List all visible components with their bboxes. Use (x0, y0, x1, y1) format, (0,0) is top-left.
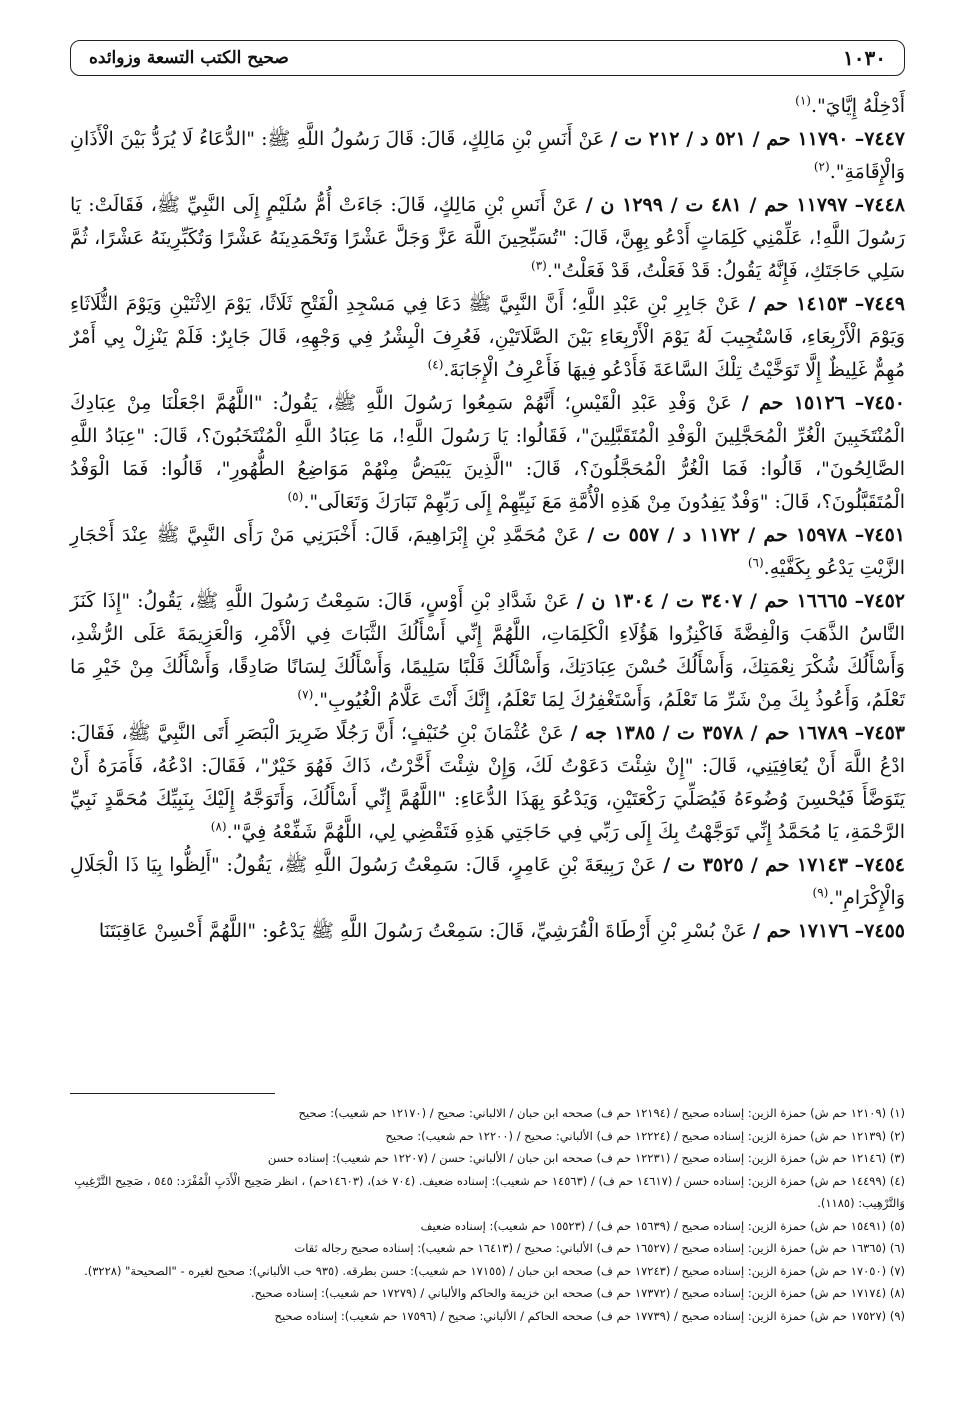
hadith-number: ٧٤٤٧– (854, 128, 906, 150)
hadith-text: عَنْ شَدَّادِ بْنِ أَوْسٍ، قَالَ: سَمِعْتُ رَسُولَ اللَّهِ ﷺ، يَقُولُ: "إِذَا كَنَزَ النَّاسُ الذَّهَبَ وَالْفِضَّةَ فَاكْنِزُوا هَؤُلَاءِ الْكَلِمَاتِ، اللَّهُمَّ إِنِّي أَسْأَلُكَ الثَّبَاتَ فِي الْأَمْرِ، وَالْعَزِيمَةَ عَلَى الرُّشْدِ، وَأَسْأَلُكَ شُكْرَ نِعْمَتِكَ، وَأَسْأَلُكَ حُسْنَ عِبَادَتِكَ، وَأَسْأَلُكَ قَلْبًا سَلِيمًا، وَأَسْأَلُكَ لِسَانًا صَادِقًا، وَأَسْأَلُكَ مِنْ خَيْرِ مَا تَعْلَمُ، وَأَعُوذُ بِكَ مِنْ شَرِّ مَا تَعْلَمُ، وَأَسْتَغْفِرُكَ لِمَا تَعْلَمُ، إِنَّكَ أَنْتَ عَلَّامُ الْغُيُوبِ". (70, 590, 905, 711)
footnote: (٢) (١٢١٣٩ حم ش) حمزة الزين: إسناده صحيح / (١٢٢٢٤ حم ف) الألباني: صحيح / (١٢٢٠٠ حم شعيب): صحيح (385, 1128, 905, 1143)
footnote: (٤) (١٤٤٩٩ حم ش) حمزة الزين: إسناده حسن / (١٤٦١٧ حم ف) / (١٤٥٦٣ حم شعيب): إسناده ضعيف. (٧٠٤ خد)، (١٤٦٠٣حم) ، انظر صَحِيح الْأَدَبِ الْمُفْرَد: ٥٤٥ ، صَحِيح التَّرْغِيبِ وَالتَّرْهِيب: (١١٨٥). (74, 1173, 905, 1210)
hadith-references: ١٥٩٧٨ حم / ١١٧٢ د / ٥٥٧ ت / (587, 524, 848, 546)
hadith-text: عَنْ بُسْرِ بْنِ أَرْطَاةَ الْقُرَشِيِّ، قَالَ: سَمِعْتُ رَسُولَ اللَّهِ ﷺ يَدْعُو: "اللَّهُمَّ أَحْسِنْ عَاقِبَتَنَا (98, 920, 747, 942)
hadith-number: ٧٤٥٣– (854, 722, 905, 744)
footnote-marker: (٣) (531, 258, 547, 273)
footnote-marker: (٢) (813, 159, 830, 174)
hadith-references: ١١٧٩٧ حم / ٤٨١ ت / ١٢٩٩ ن / (585, 194, 848, 216)
hadith-text: عَنْ مُحَمَّدِ بْنِ إِبْرَاهِيمَ، قَالَ: أَخْبَرَنِي مَنْ رَأَى النَّبِيَّ ﷺ عِنْدَ أَحْجَارِ الزَّيْتِ يَدْعُو بِكَفَّيْهِ. (70, 524, 905, 579)
hadith-entry (70, 387, 905, 519)
hadith-references: ١٧١٧٦ حم / (753, 920, 849, 942)
hadith-entry (70, 519, 905, 585)
page (70, 40, 906, 1323)
footnote-marker: (٩) (812, 885, 829, 900)
hadith-entry (70, 585, 905, 717)
footnote-marker: (٧) (297, 687, 314, 702)
hadith-number: ٧٤٤٩– (854, 293, 906, 315)
footnote-marker: (٤) (427, 357, 444, 372)
hadith-entry (70, 288, 905, 387)
hadith-references: ١٦٦٦٥ حم / ٣٤٠٧ ت / ١٣٠٤ ن / (576, 590, 848, 612)
footnote: (٩) (١٧٥٢٧ حم ش) حمزة الزين: إسناده صحيح / (١٧٧٣٩ حم ف) صححه الحاكم / الألباني: صحيح / (١٧٥٩٦ حم شعيب): إسناده صحيح (274, 1308, 905, 1323)
hadith-number: ٧٤٥٥– (854, 920, 905, 942)
footnote-marker: (٦) (747, 555, 764, 570)
hadith-references: ١٤١٥٣ حم / (748, 293, 848, 315)
hadith-entry (70, 123, 905, 189)
hadith-text: عَنْ رَبِيعَةَ بْنِ عَامِرٍ، قَالَ: سَمِعْتُ رَسُولَ اللَّهِ ﷺ، يَقُولُ: "أَلِظُّوا بِيَا ذَا الْجَلَالِ وَالْإِكْرَامِ". (70, 854, 905, 909)
hadith-entry (70, 915, 905, 948)
hadith-text: عَنْ أَنَسِ بْنِ مَالِكٍ، قَالَ: قَالَ رَسُولُ اللَّهِ ﷺ: "الدُّعَاءُ لَا يُرَدُّ بَيْنَ الْأَذَانِ وَالْإِقَامَةِ". (70, 128, 905, 183)
hadith-references: ١١٧٩٠ حم / ٥٢١ د / ٢١٢ ت / (610, 128, 849, 150)
hadith-text: عَنْ جَابِرِ بْنِ عَبْدِ اللَّهِ؛ أَنَّ النَّبِيَّ ﷺ دَعَا فِي مَسْجِدِ الْفَتْحِ ثَلَاثًا، يَوْمَ الِاثْنَيْنِ وَيَوْمَ الثُّلَاثَاءِ وَيَوْمَ الْأَرْبِعَاءِ، فَاسْتُجِيبَ لَهُ يَوْمَ الْأَرْبِعَاءِ بَيْنَ الصَّلَاتَيْنِ، فَعُرِفَ الْبِشْرُ فِي وَجْهِهِ، قَالَ جَابِرٌ: فَلَمْ يَنْزِلْ بِي أَمْرٌ مُهِمٌّ غَلِيظٌ إِلَّا تَوَخَّيْتُ تِلْكَ السَّاعَةَ فَأَدْعُو فِيهَا فَأَعْرِفُ الْإِجَابَةَ. (70, 293, 905, 381)
hadith-number: ٧٤٤٨– (854, 194, 905, 216)
hadith-references: ١٦٧٨٩ حم / ٣٥٧٨ ت / ١٣٨٥ جه / (570, 722, 848, 744)
hadith-text: عَنْ أَنَسِ بْنِ مَالِكٍ، قَالَ: جَاءَتْ أُمُّ سُلَيْمٍ إِلَى النَّبِيِّ ﷺ، فَقَالَتْ: يَا رَسُولَ اللَّهِ!، عَلِّمْنِي كَلِمَاتٍ أَدْعُو بِهِنَّ، قَالَ: "تُسَبِّحِينَ اللَّهَ عَزَّ وَجَلَّ عَشْرًا وَتَحْمَدِينَهُ عَشْرًا وَتُكَبِّرِينَهُ عَشْرًا، ثُمَّ سَلِي حَاجَتَكِ، فَإِنَّهُ يَقُولُ: قَدْ فَعَلْتُ، قَدْ فَعَلْتُ". (70, 194, 905, 282)
footnote-marker: (٥) (287, 489, 304, 504)
continuation-text: أَدْخِلْهُ إِيَّايَ". (810, 95, 905, 117)
footnote: (٦) (١٦٣٦٥ حم ش) حمزة الزين: إسناده صحيح / (١٦٥٢٧ حم ف) الألباني: صحيح / (١٦٤١٣ حم شعيب): إسناده صحيح رجاله ثقات (294, 1241, 905, 1255)
hadith-text: عَنْ وَفْدِ عَبْدِ الْقَيْسِ؛ أَنَّهُمْ سَمِعُوا رَسُولَ اللَّهِ ﷺ، يَقُولُ: "اللَّهُمَّ اجْعَلْنَا مِنْ عِبَادِكَ الْمُنْتَخَبِينَ الْغُرِّ الْمُحَجَّلِينَ الْوَفْدِ الْمُتَقَبَّلِينَ"، فَقَالُوا: يَا رَسُولَ اللَّهِ!، مَا عِبَادُ اللَّهِ الْمُنْتَخَبُونَ؟، قَالَ: "عِبَادُ اللَّهِ الصَّالِحُونَ"، قَالُوا: فَمَا الْغُرُّ الْمُحَجَّلُونَ؟، قَالَ: "الَّذِينَ يَبْيَضُّ مِنْهُمْ مَوَاضِعُ الطُّهُورِ"، قَالُوا: فَمَا الْوَفْدُ الْمُتَقَبَّلُونَ؟، قَالَ: "وَفْدٌ يَفِدُونَ مِنْ هَذِهِ الْأُمَّةِ مَعَ نَبِيِّهِمْ إِلَى رَبِّهِمْ تَبَارَكَ وَتَعَالَى". (70, 392, 905, 513)
footnote: (٣) (١٢١٤٦ حم ش) حمزة الزين: إسناده صحيح / (١٢٢٣١ حم ف) صححه ابن حبان / الألباني: حسن / (١٢٢٠٧ حم شعيب): إسناده حسن (267, 1151, 905, 1165)
hadith-number: ٧٤٥٢– (854, 590, 905, 612)
hadith-entry (70, 717, 905, 849)
footnote: (٨) (١٧١٧٤ حم ش) حمزة الزين: إسناده صحيح / (١٧٣٧٢ حم ف) صححه ابن خزيمة والحاكم والألباني / (١٧٢٧٩ حم شعيب): إسناده صحيح. (250, 1286, 905, 1300)
main-text (70, 90, 905, 948)
hadith-references: ١٥١٢٦ حم / (741, 392, 845, 414)
continuation-paragraph (70, 90, 905, 123)
hadith-number: ٧٤٥٤– (854, 854, 905, 876)
page-header (70, 40, 905, 76)
hadith-number: ٧٤٥١– (854, 524, 906, 546)
hadith-entry (70, 189, 905, 288)
footnote-divider (70, 1093, 275, 1094)
book-title: صحيح الكتب التسعة وزوائده (89, 48, 289, 68)
hadith-references: ١٧١٤٣ حم / ٣٥٢٥ ت / (663, 854, 848, 876)
footnote: (١) (١٢١٠٩ حم ش) حمزة الزين: إسناده صحيح / (١٢١٩٤ حم ف) صححه ابن حبان / الالباني: صحيح / (١٢١٧٠ حم شعيب): صحيح (298, 1106, 905, 1120)
page-number: ١٠٣٠ (843, 46, 886, 70)
footnote: (٧) (١٧٠٥٠ حم ش) حمزة الزين: إسناده صحيح / (١٧٢٤٣ حم ف) صححه ابن حبان / (١٧١٥٥ حم شعيب): حسن بطرقه. (٩٣٥ حب الألباني): صحيح لغيره - "الصحيحة" (٣٢٢٨). (84, 1263, 905, 1278)
footnote-marker: (٨) (210, 819, 227, 834)
footnotes (70, 1102, 905, 1327)
hadith-text: عَنْ عُثْمَانَ بْنِ حُنَيْفٍ؛ أَنَّ رَجُلًا ضَرِيرَ الْبَصَرِ أَتَى النَّبِيَّ ﷺ، فَقَالَ: ادْعُ اللَّهَ أَنْ يُعَافِيَنِي، قَالَ: "إِنْ شِئْتَ دَعَوْتُ لَكَ، وَإِنْ شِئْتَ أَخَّرْتُ، ذَاكَ فَهُوَ خَيْرٌ"، فَقَالَ: ادْعُهُ، فَأَمَرَهُ أَنْ يَتَوَضَّأَ فَيُحْسِنَ وُضُوءَهُ فَيُصَلِّيَ رَكْعَتَيْنِ، وَيَدْعُوَ بِهَذَا الدُّعَاءِ: "اللَّهُمَّ إِنِّي أَسْأَلُكَ، وَأَتَوَجَّهُ إِلَيْكَ بِنَبِيِّكَ مُحَمَّدٍ نَبِيِّ الرَّحْمَةِ، يَا مُحَمَّدُ إِنِّي تَوَجَّهْتُ بِكَ إِلَى رَبِّي فِي حَاجَتِي هَذِهِ فَتَقْضِي لِي، اللَّهُمَّ شَفِّعْهُ فِيَّ". (70, 722, 905, 843)
hadith-number: ٧٤٥٠– (854, 392, 906, 414)
footnote: (٥) (١٥٤٩١ حم ش) حمزة الزين: إسناده صحيح / (١٥٦٣٩ حم ف) / (١٥٥٢٣ حم شعيب): إسناده ضعيف (420, 1218, 905, 1233)
footnote-marker: (١) (795, 93, 811, 108)
hadith-entry (70, 849, 905, 915)
